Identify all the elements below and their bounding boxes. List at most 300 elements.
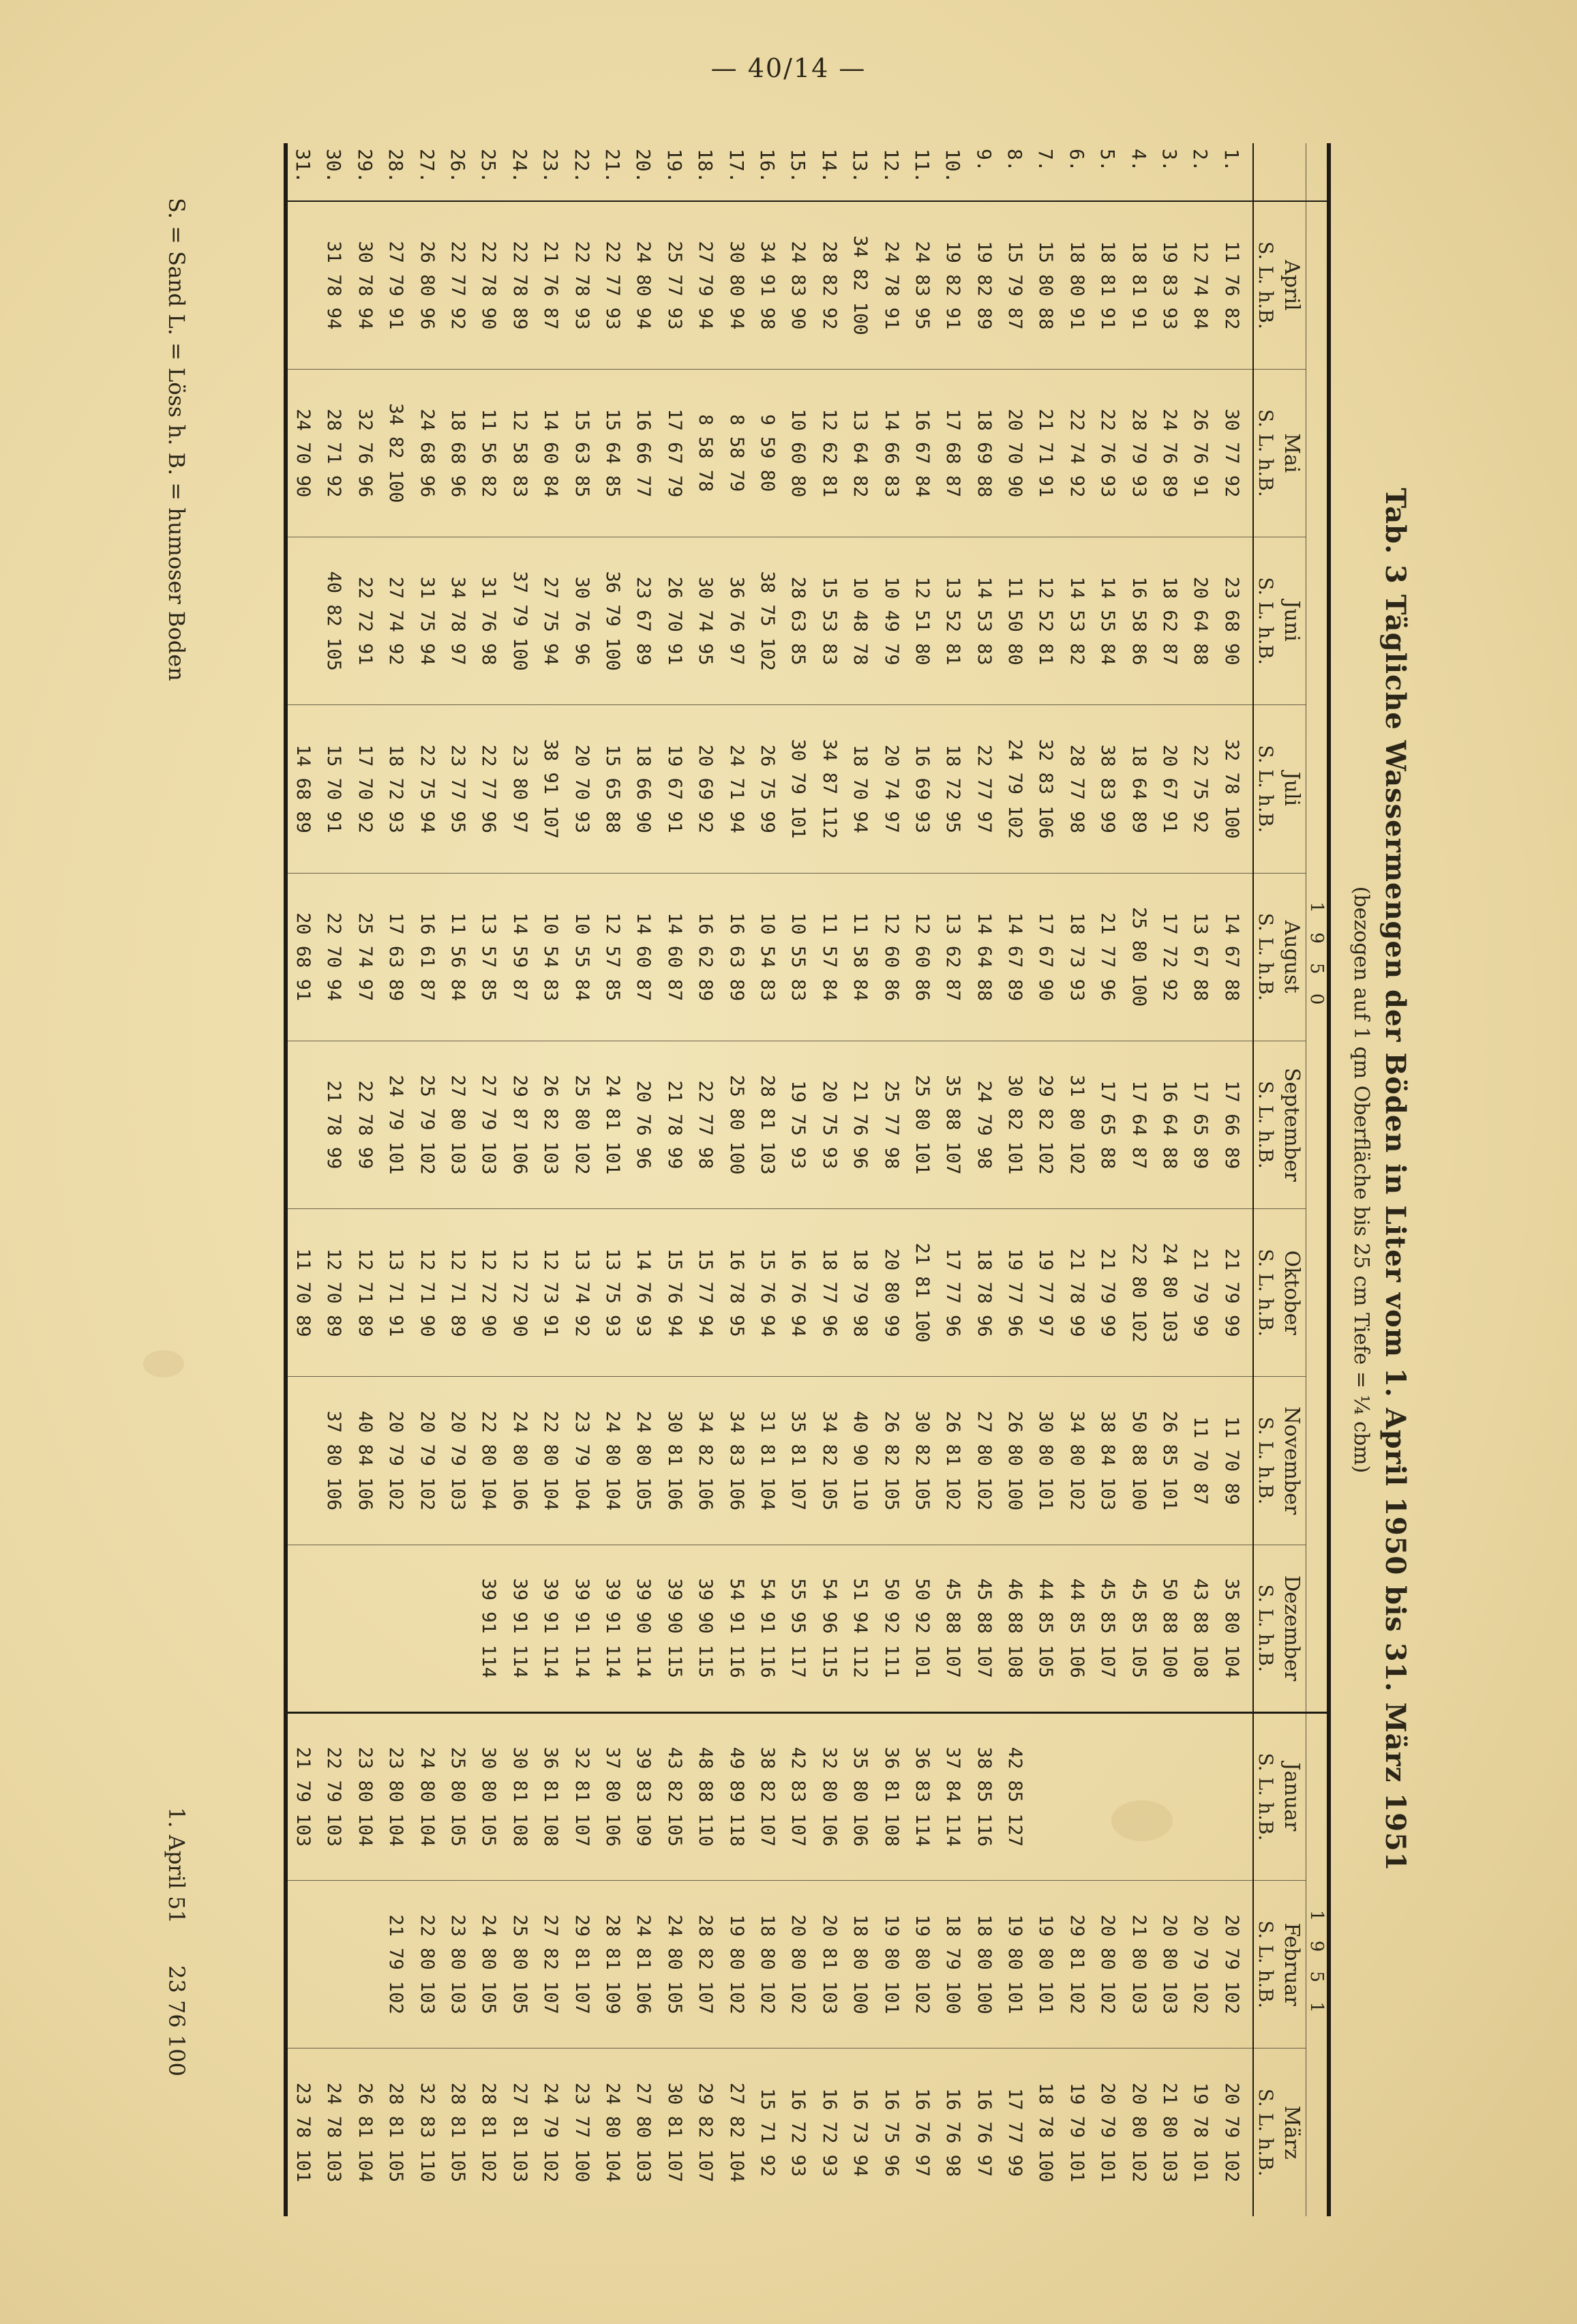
table-cell bbox=[1030, 1712, 1061, 1880]
table-cell: 14 60 87 bbox=[628, 873, 659, 1041]
table-cell: 24 71 94 bbox=[721, 705, 751, 873]
table-cell: 34 82 106 bbox=[690, 1377, 721, 1545]
table-cell: 34 82 100 bbox=[845, 201, 875, 369]
table-cell: 18 81 91 bbox=[1123, 201, 1154, 369]
table-cell: 16 58 86 bbox=[1123, 537, 1154, 705]
month-header: Juni bbox=[1278, 537, 1306, 705]
table-cell: 18 73 93 bbox=[1062, 873, 1092, 1041]
table-cell: 34 91 98 bbox=[752, 201, 783, 369]
table-cell: 12 70 89 bbox=[318, 1209, 349, 1377]
table-cell: 20 74 97 bbox=[875, 705, 906, 873]
table-row bbox=[628, 143, 659, 2216]
table-cell: 16 75 96 bbox=[880, 2088, 902, 2177]
day-label: 15. bbox=[783, 143, 813, 201]
table-cell: 50 88 100 bbox=[1154, 1545, 1185, 1712]
table-cell: 23 80 104 bbox=[380, 1712, 411, 1880]
day-label: 26. bbox=[442, 143, 473, 201]
table-cell: 39 91 114 bbox=[597, 1545, 628, 1712]
table-cell: 31 81 104 bbox=[752, 1377, 783, 1545]
table-cell: 21 77 96 bbox=[1092, 873, 1123, 1041]
table-cell: 34 83 106 bbox=[721, 1377, 751, 1545]
table-cell: 22 78 89 bbox=[505, 201, 535, 369]
table-cell: 13 57 85 bbox=[473, 873, 504, 1041]
table-cell: 20 80 102 bbox=[1092, 1881, 1123, 2049]
table-cell: 26 80 100 bbox=[1000, 1377, 1030, 1545]
table-cell: 22 79 103 bbox=[318, 1712, 349, 1880]
day-label: 6. bbox=[1062, 143, 1092, 201]
table-cell bbox=[288, 537, 318, 705]
rotated-table-block bbox=[157, 143, 1411, 2216]
table-cell: 18 78 100 bbox=[1035, 2082, 1057, 2183]
table-cell: 24 81 101 bbox=[597, 1041, 628, 1208]
table-cell: 19 80 101 bbox=[1030, 1881, 1061, 2049]
table-cell: 28 79 93 bbox=[1123, 369, 1154, 537]
table-cell: 31 78 94 bbox=[318, 201, 349, 369]
table-cell: 44 85 106 bbox=[1062, 1545, 1092, 1712]
table-cell bbox=[350, 1881, 380, 2049]
table-cell: 16 67 84 bbox=[907, 369, 937, 537]
table-cell: 35 81 107 bbox=[783, 1377, 813, 1545]
table-cell: 28 81 109 bbox=[597, 1881, 628, 2049]
day-label: 29. bbox=[350, 143, 380, 201]
table-cell: 23 78 101 bbox=[292, 2082, 314, 2183]
table-cell: 20 68 91 bbox=[288, 873, 318, 1041]
table-cell: 15 77 94 bbox=[690, 1209, 721, 1377]
table-cell: 12 72 90 bbox=[505, 1209, 535, 1377]
table-cell: 27 79 103 bbox=[473, 1041, 504, 1208]
table-cell: 17 77 96 bbox=[937, 1209, 968, 1377]
table-cell: 45 85 105 bbox=[1123, 1545, 1154, 1712]
table-cell: 18 69 88 bbox=[968, 369, 999, 537]
table-cell: 17 70 92 bbox=[350, 705, 380, 873]
column-subheader: S. L. h.B. bbox=[1253, 873, 1278, 1041]
table-cell: 35 80 104 bbox=[1216, 1545, 1253, 1712]
extra-row-label: 1. April 51 bbox=[164, 1807, 190, 1924]
day-label: 31. bbox=[288, 143, 318, 201]
table-cell: 32 78 100 bbox=[1216, 705, 1253, 873]
water-table bbox=[288, 143, 1327, 2216]
table-cell: 20 64 88 bbox=[1185, 537, 1216, 705]
table-cell: 24 80 104 bbox=[411, 1712, 442, 1880]
table-cell: 22 72 91 bbox=[350, 537, 380, 705]
month-header: Oktober bbox=[1278, 1209, 1306, 1377]
table-cell: 38 82 107 bbox=[752, 1712, 783, 1880]
table-cell: 34 87 112 bbox=[814, 705, 845, 873]
table-cell: 18 79 98 bbox=[845, 1209, 875, 1377]
table-cell: 27 82 104 bbox=[725, 2082, 747, 2183]
table-cell: 26 76 91 bbox=[1185, 369, 1216, 537]
table-cell: 12 52 81 bbox=[1030, 537, 1061, 705]
table-row bbox=[350, 143, 380, 2216]
table-row bbox=[566, 143, 597, 2216]
extra-row-values: 23 76 100 bbox=[164, 1965, 190, 2076]
table-cell: 12 72 90 bbox=[473, 1209, 504, 1377]
table-cell: 17 65 88 bbox=[1092, 1041, 1123, 1208]
table-cell bbox=[350, 1545, 380, 1712]
table-row bbox=[907, 143, 937, 2216]
month-header: Juli bbox=[1278, 705, 1306, 873]
table-cell: 30 82 105 bbox=[907, 1377, 937, 1545]
table-cell: 21 80 103 bbox=[1159, 2082, 1181, 2183]
table-cell: 19 82 89 bbox=[968, 201, 999, 369]
table-cell: 25 80 105 bbox=[505, 1881, 535, 2049]
table-row bbox=[1092, 143, 1123, 2216]
extra-row bbox=[164, 1807, 190, 2076]
table-cell: 29 82 107 bbox=[695, 2082, 717, 2183]
table-cell: 18 78 96 bbox=[968, 1209, 999, 1377]
day-label: 25. bbox=[473, 143, 504, 201]
table-cell: 30 81 108 bbox=[505, 1712, 535, 1880]
table-cell: 34 78 97 bbox=[442, 537, 473, 705]
table-cell: 18 72 93 bbox=[380, 705, 411, 873]
table-cell: 36 79 100 bbox=[597, 537, 628, 705]
table-cell: 13 71 91 bbox=[380, 1209, 411, 1377]
table-cell: 20 67 91 bbox=[1154, 705, 1185, 873]
table-cell: 28 71 92 bbox=[318, 369, 349, 537]
table-cell: 28 81 102 bbox=[478, 2082, 500, 2183]
table-cell: 24 81 106 bbox=[628, 1881, 659, 2049]
day-label: 16. bbox=[752, 143, 783, 201]
table-cell: 24 68 96 bbox=[411, 369, 442, 537]
table-cell: 28 81 105 bbox=[385, 2082, 407, 2183]
table-cell: 20 80 103 bbox=[1154, 1881, 1185, 2049]
table-cell: 24 80 103 bbox=[1154, 1209, 1185, 1377]
table-row bbox=[597, 143, 628, 2216]
table-cell: 24 78 91 bbox=[875, 201, 906, 369]
day-label: 5. bbox=[1092, 143, 1123, 201]
table-cell: 30 81 106 bbox=[659, 1377, 690, 1545]
table-cell: 29 81 107 bbox=[566, 1881, 597, 2049]
table-cell: 35 88 107 bbox=[937, 1041, 968, 1208]
table-cell: 32 83 110 bbox=[416, 2082, 438, 2183]
table-cell: 30 76 96 bbox=[566, 537, 597, 705]
table-cell: 27 80 103 bbox=[633, 2082, 655, 2183]
table-cell: 23 67 89 bbox=[628, 537, 659, 705]
table-cell: 12 57 85 bbox=[597, 873, 628, 1041]
table-cell: 29 82 102 bbox=[1030, 1041, 1061, 1208]
table-cell: 23 68 90 bbox=[1216, 537, 1253, 705]
table-cell: 45 88 107 bbox=[937, 1545, 968, 1712]
table-cell: 27 74 92 bbox=[380, 537, 411, 705]
table-cell: 20 80 102 bbox=[1128, 2082, 1150, 2183]
table-cell bbox=[411, 1545, 442, 1712]
table-cell bbox=[1062, 1712, 1092, 1880]
table-cell: 24 83 90 bbox=[783, 201, 813, 369]
table-cell: 8 58 79 bbox=[721, 369, 751, 537]
table-cell: 13 74 92 bbox=[566, 1209, 597, 1377]
table-cell: 30 80 105 bbox=[473, 1712, 504, 1880]
table-cell: 15 64 85 bbox=[597, 369, 628, 537]
table-cell: 22 77 92 bbox=[442, 201, 473, 369]
table-cell: 29 87 106 bbox=[505, 1041, 535, 1208]
page-number: — 40/14 — bbox=[710, 53, 867, 83]
table-cell: 24 79 102 bbox=[540, 2082, 562, 2183]
column-subheader: S. L. h.B. bbox=[1253, 1881, 1278, 2049]
table-cell: 21 76 96 bbox=[845, 1041, 875, 1208]
table-cell: 35 80 106 bbox=[845, 1712, 875, 1880]
table-row bbox=[1000, 143, 1030, 2216]
table-row bbox=[442, 143, 473, 2216]
table-cell: 26 80 96 bbox=[411, 201, 442, 369]
table-cell: 36 76 97 bbox=[721, 537, 751, 705]
month-header: August bbox=[1278, 873, 1306, 1041]
table-cell: 34 82 100 bbox=[380, 369, 411, 537]
day-label: 18. bbox=[690, 143, 721, 201]
table-cell: 25 80 102 bbox=[566, 1041, 597, 1208]
table-cell: 21 80 103 bbox=[1123, 1881, 1154, 2049]
table-cell: 39 90 114 bbox=[628, 1545, 659, 1712]
table-cell: 30 79 101 bbox=[783, 705, 813, 873]
table-cell: 19 80 101 bbox=[875, 1881, 906, 2049]
table-cell: 40 82 105 bbox=[318, 537, 349, 705]
table-cell: 46 88 108 bbox=[1000, 1545, 1030, 1712]
table-cell: 15 53 83 bbox=[814, 537, 845, 705]
table-cell: 25 77 98 bbox=[875, 1041, 906, 1208]
table-row bbox=[380, 143, 411, 2216]
table-cell: 24 80 104 bbox=[597, 1377, 628, 1545]
table-cell: 14 60 87 bbox=[659, 873, 690, 1041]
table-cell: 19 80 102 bbox=[907, 1881, 937, 2049]
table-cell: 11 76 82 bbox=[1216, 201, 1253, 369]
table-cell: 37 80 106 bbox=[318, 1377, 349, 1545]
table-cell: 13 67 88 bbox=[1185, 873, 1216, 1041]
table-cell: 14 66 83 bbox=[875, 369, 906, 537]
table-cell: 18 79 100 bbox=[937, 1881, 968, 2049]
table-cell: 17 67 90 bbox=[1030, 873, 1061, 1041]
table-cell: 13 52 81 bbox=[937, 537, 968, 705]
table-cell: 10 54 83 bbox=[535, 873, 566, 1041]
table-cell: 31 76 98 bbox=[473, 537, 504, 705]
table-cell: 16 73 94 bbox=[850, 2088, 871, 2177]
table-cell: 12 60 86 bbox=[875, 873, 906, 1041]
table-cell: 19 67 91 bbox=[659, 705, 690, 873]
column-subheader: S. L. h.B. bbox=[1253, 705, 1278, 873]
table-cell: 17 77 99 bbox=[1004, 2088, 1026, 2177]
table-cell: 12 74 84 bbox=[1185, 201, 1216, 369]
table-cell: 26 85 101 bbox=[1154, 1377, 1185, 1545]
table-cell: 39 91 114 bbox=[505, 1545, 535, 1712]
table-cell: 11 70 87 bbox=[1185, 1377, 1216, 1545]
table-cell: 21 71 91 bbox=[1030, 369, 1061, 537]
table-cell: 30 78 94 bbox=[350, 201, 380, 369]
table-cell: 22 70 94 bbox=[318, 873, 349, 1041]
table-cell: 20 69 92 bbox=[690, 705, 721, 873]
table-cell: 10 54 83 bbox=[752, 873, 783, 1041]
table-cell: 19 82 91 bbox=[937, 201, 968, 369]
table-cell: 37 79 100 bbox=[505, 537, 535, 705]
table-cell: 36 83 114 bbox=[907, 1712, 937, 1880]
table-cell: 13 64 82 bbox=[845, 369, 875, 537]
table-cell: 10 60 80 bbox=[783, 369, 813, 537]
table-cell: 42 83 107 bbox=[783, 1712, 813, 1880]
table-cell: 23 80 104 bbox=[350, 1712, 380, 1880]
table-cell: 12 71 89 bbox=[350, 1209, 380, 1377]
table-cell: 14 53 83 bbox=[968, 537, 999, 705]
table-cell: 25 80 100 bbox=[1123, 873, 1154, 1041]
table-cell: 17 65 89 bbox=[1185, 1041, 1216, 1208]
table-cell: 22 77 98 bbox=[690, 1041, 721, 1208]
month-header: Januar bbox=[1278, 1712, 1306, 1880]
table-cell: 17 66 89 bbox=[1216, 1041, 1253, 1208]
table-cell: 38 75 102 bbox=[752, 537, 783, 705]
table-cell: 21 78 99 bbox=[318, 1041, 349, 1208]
table-cell: 36 81 108 bbox=[875, 1712, 906, 1880]
table-cell: 24 80 94 bbox=[628, 201, 659, 369]
table-cell: 15 63 85 bbox=[566, 369, 597, 537]
table-cell: 31 80 102 bbox=[1062, 1041, 1092, 1208]
table-row bbox=[1216, 143, 1253, 2216]
table-cell: 25 80 100 bbox=[721, 1041, 751, 1208]
month-header: März bbox=[1280, 2105, 1304, 2160]
table-cell: 16 76 97 bbox=[973, 2088, 995, 2177]
table-title: Tab. 3 Tägliche Wassermengen der Böden in Liter vom 1. April 1950 bis 31. März 1951 bbox=[1379, 488, 1411, 1872]
day-label: 13. bbox=[845, 143, 875, 201]
column-subheader: S. L. h.B. bbox=[1253, 1545, 1278, 1712]
table-cell: 32 76 96 bbox=[350, 369, 380, 537]
table-cell: 23 77 95 bbox=[442, 705, 473, 873]
table-cell: 24 80 105 bbox=[659, 1881, 690, 2049]
table-cell: 20 81 103 bbox=[814, 1881, 845, 2049]
table-cell: 37 80 106 bbox=[597, 1712, 628, 1880]
table-cell: 14 55 84 bbox=[1092, 537, 1123, 705]
table-cell: 16 72 93 bbox=[818, 2088, 840, 2177]
day-label: 7. bbox=[1030, 143, 1061, 201]
table-cell: 51 94 112 bbox=[845, 1545, 875, 1712]
table-cell bbox=[380, 1545, 411, 1712]
table-cell: 14 68 89 bbox=[288, 705, 318, 873]
corner-cell bbox=[1306, 143, 1327, 201]
column-subheader: S. L. h.B. bbox=[1253, 2049, 1278, 2216]
table-cell: 49 89 118 bbox=[721, 1712, 751, 1880]
table-cell: 28 81 105 bbox=[447, 2082, 469, 2183]
table-cell: 54 96 115 bbox=[814, 1545, 845, 1712]
table-cell bbox=[318, 1881, 349, 2049]
table-cell bbox=[1092, 1712, 1123, 1880]
table-cell: 44 85 105 bbox=[1030, 1545, 1061, 1712]
table-cell: 39 83 109 bbox=[628, 1712, 659, 1880]
table-cell: 20 79 102 bbox=[411, 1377, 442, 1545]
table-cell: 27 80 103 bbox=[442, 1041, 473, 1208]
table-row bbox=[783, 143, 813, 2216]
column-subheader: S. L. h.B. bbox=[1253, 369, 1278, 537]
table-cell: 32 83 106 bbox=[1030, 705, 1061, 873]
table-cell: 19 79 101 bbox=[1066, 2082, 1087, 2183]
table-cell: 39 91 114 bbox=[566, 1545, 597, 1712]
day-label: 20. bbox=[628, 143, 659, 201]
table-cell: 11 50 80 bbox=[1000, 537, 1030, 705]
table-cell: 55 95 117 bbox=[783, 1545, 813, 1712]
day-label: 14. bbox=[814, 143, 845, 201]
table-cell: 25 80 105 bbox=[442, 1712, 473, 1880]
table-cell: 27 80 102 bbox=[968, 1377, 999, 1545]
table-cell: 9 59 80 bbox=[752, 369, 783, 537]
table-cell: 18 80 91 bbox=[1062, 201, 1092, 369]
column-subheader: S. L. h.B. bbox=[1253, 1377, 1278, 1545]
table-cell bbox=[1185, 1712, 1216, 1880]
data-table-frame bbox=[284, 143, 1331, 2216]
table-cell: 25 74 97 bbox=[350, 873, 380, 1041]
table-cell bbox=[1123, 1712, 1154, 1880]
table-cell: 16 76 94 bbox=[783, 1209, 813, 1377]
day-label: 30. bbox=[318, 143, 349, 201]
table-cell: 22 77 97 bbox=[968, 705, 999, 873]
column-subheader: S. L. h.B. bbox=[1253, 537, 1278, 705]
table-cell: 38 91 107 bbox=[535, 705, 566, 873]
table-cell: 14 67 89 bbox=[1000, 873, 1030, 1041]
table-cell: 20 79 102 bbox=[1216, 1881, 1253, 2049]
month-header: Mai bbox=[1278, 369, 1306, 537]
day-label: 24. bbox=[505, 143, 535, 201]
day-label: 19. bbox=[659, 143, 690, 201]
table-cell: 17 68 87 bbox=[937, 369, 968, 537]
table-cell: 20 79 101 bbox=[1097, 2082, 1119, 2183]
month-header: November bbox=[1278, 1377, 1306, 1545]
table-cell: 22 80 104 bbox=[535, 1377, 566, 1545]
table-cell: 18 81 91 bbox=[1092, 201, 1123, 369]
table-cell: 14 59 87 bbox=[505, 873, 535, 1041]
table-cell: 15 71 92 bbox=[756, 2088, 778, 2177]
day-label: 1. bbox=[1216, 143, 1253, 201]
table-cell: 26 81 102 bbox=[937, 1377, 968, 1545]
table-row bbox=[752, 143, 783, 2216]
table-cell: 39 90 115 bbox=[690, 1545, 721, 1712]
table-cell: 34 80 102 bbox=[1062, 1377, 1092, 1545]
table-cell: 20 70 90 bbox=[1000, 369, 1030, 537]
table-cell: 21 79 99 bbox=[1216, 1209, 1253, 1377]
table-cell: 24 78 103 bbox=[323, 2082, 345, 2183]
table-cell: 48 88 110 bbox=[690, 1712, 721, 1880]
day-label: 11. bbox=[907, 143, 937, 201]
table-cell: 17 72 92 bbox=[1154, 873, 1185, 1041]
table-cell: 14 60 84 bbox=[535, 369, 566, 537]
table-cell: 12 62 81 bbox=[814, 369, 845, 537]
table-cell bbox=[288, 1545, 318, 1712]
column-subheader: S. L. h.B. bbox=[1253, 1209, 1278, 1377]
table-row bbox=[473, 143, 504, 2216]
table-cell: 38 83 99 bbox=[1092, 705, 1123, 873]
table-cell: 22 75 92 bbox=[1185, 705, 1216, 873]
table-row bbox=[1062, 143, 1092, 2216]
table-cell: 14 64 88 bbox=[968, 873, 999, 1041]
table-cell: 37 84 114 bbox=[937, 1712, 968, 1880]
table-cell: 22 80 102 bbox=[1123, 1209, 1154, 1377]
table-cell: 38 85 116 bbox=[968, 1712, 999, 1880]
table-cell: 22 78 99 bbox=[350, 1041, 380, 1208]
table-row bbox=[505, 143, 535, 2216]
table-cell: 25 80 101 bbox=[907, 1041, 937, 1208]
table-cell: 24 70 90 bbox=[288, 369, 318, 537]
table-cell: 11 56 82 bbox=[473, 369, 504, 537]
table-row bbox=[318, 143, 349, 2216]
table-cell: 30 74 95 bbox=[690, 537, 721, 705]
table-cell: 32 81 107 bbox=[566, 1712, 597, 1880]
table-cell: 24 80 106 bbox=[505, 1377, 535, 1545]
table-cell: 20 70 93 bbox=[566, 705, 597, 873]
month-header: Februar bbox=[1278, 1881, 1306, 2049]
table-cell bbox=[442, 1545, 473, 1712]
table-cell: 10 55 84 bbox=[566, 873, 597, 1041]
table-cell: 15 70 91 bbox=[318, 705, 349, 873]
table-cell: 39 91 114 bbox=[473, 1545, 504, 1712]
day-label: 10. bbox=[937, 143, 968, 201]
table-row bbox=[659, 143, 690, 2216]
table-cell: 19 80 102 bbox=[721, 1881, 751, 2049]
table-cell: 16 64 88 bbox=[1154, 1041, 1185, 1208]
table-cell: 18 80 102 bbox=[752, 1881, 783, 2049]
table-cell: 20 79 103 bbox=[442, 1377, 473, 1545]
table-cell: 26 81 104 bbox=[354, 2082, 376, 2183]
table-cell: 15 79 87 bbox=[1000, 201, 1030, 369]
